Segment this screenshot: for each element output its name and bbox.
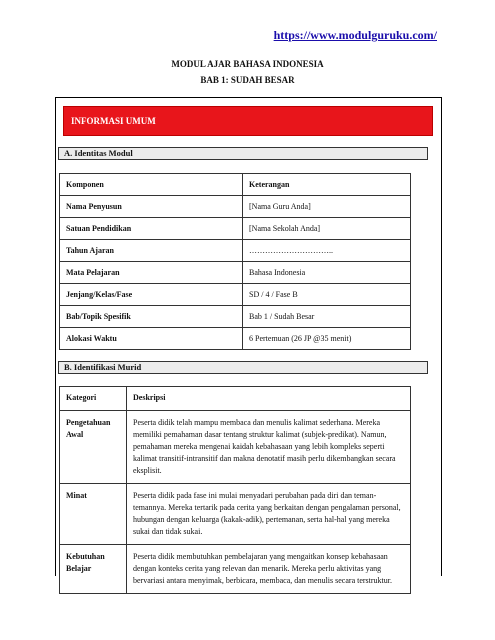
table-row <box>60 262 411 284</box>
category-label: Pengetahuan Awal <box>60 411 127 484</box>
identifikasi-murid-table <box>59 386 411 594</box>
table-header-cell: Kategori <box>60 387 127 411</box>
field-value: SD / 4 / Fase B <box>243 284 411 306</box>
site-url-link[interactable]: https://www.modulguruku.com/ <box>273 28 437 42</box>
identitas-table <box>59 173 411 350</box>
field-label: Jenjang/Kelas/Fase <box>60 284 243 306</box>
field-value: 6 Pertemuan (26 JP @35 menit) <box>243 328 411 350</box>
document-title: MODUL AJAR BAHASA INDONESIA <box>171 59 324 69</box>
field-label: Tahun Ajaran <box>60 240 243 262</box>
chapter-title: BAB 1: SUDAH BESAR <box>200 75 295 85</box>
content-frame <box>55 97 442 585</box>
category-description: Peserta didik pada fase ini mulai menyadari perubahan pada diri dan teman-temannya. Mereka tertarik pada cerita yang berkaitan dengan pengalaman personal, hubungan dengan keluarga (kakak-adik), pertemanan, serta hal-hal yang mereka sukai dan tidak sukai. <box>127 484 411 545</box>
table-header-cell: Deskripsi <box>127 387 411 411</box>
table-header-row <box>60 174 411 196</box>
field-value: [Nama Sekolah Anda] <box>243 218 411 240</box>
field-value: Bahasa Indonesia <box>243 262 411 284</box>
table-row <box>60 411 411 484</box>
table-row <box>60 545 411 594</box>
table-row <box>60 240 411 262</box>
field-label: Nama Penyusun <box>60 196 243 218</box>
table-row <box>60 484 411 545</box>
field-value: ………………………….. <box>243 240 411 262</box>
table-header-cell: Keterangan <box>243 174 411 196</box>
category-description: Peserta didik telah mampu membaca dan menulis kalimat sederhana. Mereka memiliki pemahaman dasar tentang struktur kalimat (subjek-predikat). Namun, pemahaman mereka mengenai kaidah kebahasaan yang lebih kompleks seperti kalimat transitif-intransitif dan makna denotatif masih perlu dikembangkan secara eksplisit. <box>127 411 411 484</box>
table-header-row <box>60 387 411 411</box>
table-row <box>60 196 411 218</box>
category-label: Minat <box>60 484 127 545</box>
section-a-heading: A. Identitas Modul <box>58 147 428 160</box>
section-b-heading: B. Identifikasi Murid <box>58 361 428 374</box>
table-row <box>60 284 411 306</box>
field-label: Bab/Topik Spesifik <box>60 306 243 328</box>
category-description: Peserta didik membutuhkan pembelajaran yang mengaitkan konsep kebahasaan dengan konteks cerita yang relevan dan menarik. Mereka perlu aktivitas yang bervariasi antara menyimak, berbicara, membaca, dan menulis secara terstruktur. <box>127 545 411 594</box>
field-label: Alokasi Waktu <box>60 328 243 350</box>
banner-informasi-umum: INFORMASI UMUM <box>63 106 433 136</box>
table-row <box>60 218 411 240</box>
field-value: Bab 1 / Sudah Besar <box>243 306 411 328</box>
category-label: Kebutuhan Belajar <box>60 545 127 594</box>
table-header-cell: Komponen <box>60 174 243 196</box>
field-label: Satuan Pendidikan <box>60 218 243 240</box>
field-value: [Nama Guru Anda] <box>243 196 411 218</box>
table-row <box>60 306 411 328</box>
table-row <box>60 328 411 350</box>
field-label: Mata Pelajaran <box>60 262 243 284</box>
